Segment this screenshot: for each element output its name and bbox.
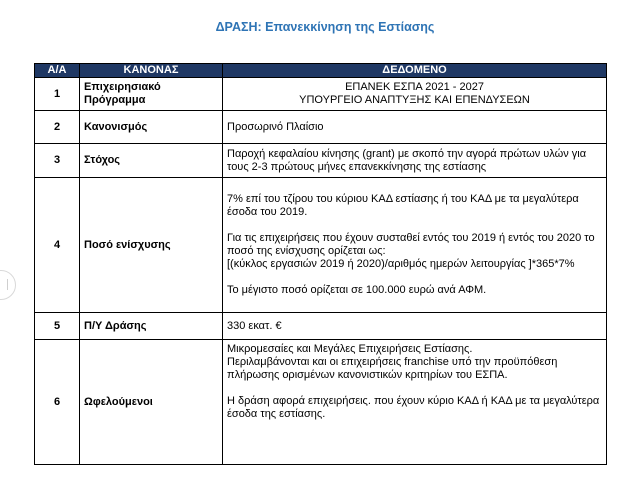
table-row <box>35 144 607 178</box>
header-value: ΔΕΔΟΜΕΝΟ <box>223 64 607 78</box>
header-rule: ΚΑΝΟΝΑΣ <box>80 64 223 78</box>
row-number: 4 <box>35 178 80 313</box>
row-number: 1 <box>35 78 80 111</box>
row-number: 3 <box>35 144 80 178</box>
value-cell <box>223 78 607 111</box>
value-text-line1: ΕΠΑΝΕΚ ΕΣΠΑ 2021 - 2027 <box>345 81 484 93</box>
value-paragraph-2: Περιλαμβάνονται και οι επιχειρήσεις franchise υπό την προϋπόθεση πλήρωσης ορισμένων κανονιστικών κριτηρίων του ΕΣΠΑ. <box>227 356 558 381</box>
value-text: Προσωρινό Πλαίσιο <box>223 111 607 144</box>
value-paragraph-3: Η δράση αφορά επιχειρήσεις. που έχουν κύριο ΚΑΔ ή ΚΑΔ με τα μεγαλύτερα έσοδα της εστίασης. <box>227 395 600 420</box>
rule-text: Ποσό ενίσχυσης <box>80 178 223 313</box>
rules-table <box>34 63 607 465</box>
rule-text: Π/Υ Δράσης <box>80 313 223 340</box>
table-row <box>35 111 607 144</box>
value-text: 330 εκατ. € <box>223 313 607 340</box>
rule-text: Κανονισμός <box>80 111 223 144</box>
table-row <box>35 178 607 313</box>
row-number: 6 <box>35 340 80 465</box>
value-cell <box>223 178 607 313</box>
value-cell <box>223 340 607 465</box>
rule-text-line1: Επιχειρησιακό <box>84 81 161 93</box>
document-title <box>0 20 628 34</box>
row-number: 2 <box>35 111 80 144</box>
row-number: 5 <box>35 313 80 340</box>
value-text: Παροχή κεφαλαίου κίνησης (grant) με σκοπό την αγορά πρώτων υλών για τους 2-3 πρώτους μήνες επανεκκίνησης της εστίασης <box>223 144 607 178</box>
value-paragraph-3: Το μέγιστο ποσό ορίζεται σε 100.000 ευρώ ανά ΑΦΜ. <box>227 284 487 296</box>
table-row <box>35 340 607 465</box>
value-formula: [(κύκλος εργασιών 2019 ή 2020)/αριθμός ημερών λειτουργίας ]*365*7% <box>227 258 575 270</box>
value-paragraph-1: Μικρομεσαίες και Μεγάλες Επιχειρήσεις Εστίασης. <box>227 343 473 355</box>
value-text-line2: ΥΠΟΥΡΓΕΙΟ ΑΝΑΠΤΥΞΗΣ ΚΑΙ ΕΠΕΝΔΥΣΕΩΝ <box>299 94 530 106</box>
rule-text-line2: Πρόγραμμα <box>84 94 146 106</box>
table-header-row <box>35 64 607 78</box>
header-aa: Α/Α <box>35 64 80 78</box>
document-title-text: ΔΡΑΣΗ: Επανεκκίνηση της Εστίασης <box>215 20 435 34</box>
value-paragraph-2: Για τις επιχειρήσεις που έχουν συσταθεί εντός του 2019 ή εντός του 2020 το ποσό της ενίσχυσης ορίζεται ως: <box>227 232 595 257</box>
rule-text: Ωφελούμενοι <box>80 340 223 465</box>
rule-cell <box>80 78 223 111</box>
rule-text: Στόχος <box>80 144 223 178</box>
side-scroll-handle-icon[interactable] <box>0 270 16 300</box>
table-row <box>35 313 607 340</box>
value-paragraph-1: 7% επί του τζίρου του κύριου ΚΑΔ εστίασης ή του ΚΑΔ με τα μεγαλύτερα έσοδα του 2019. <box>227 193 579 218</box>
table-row <box>35 78 607 111</box>
